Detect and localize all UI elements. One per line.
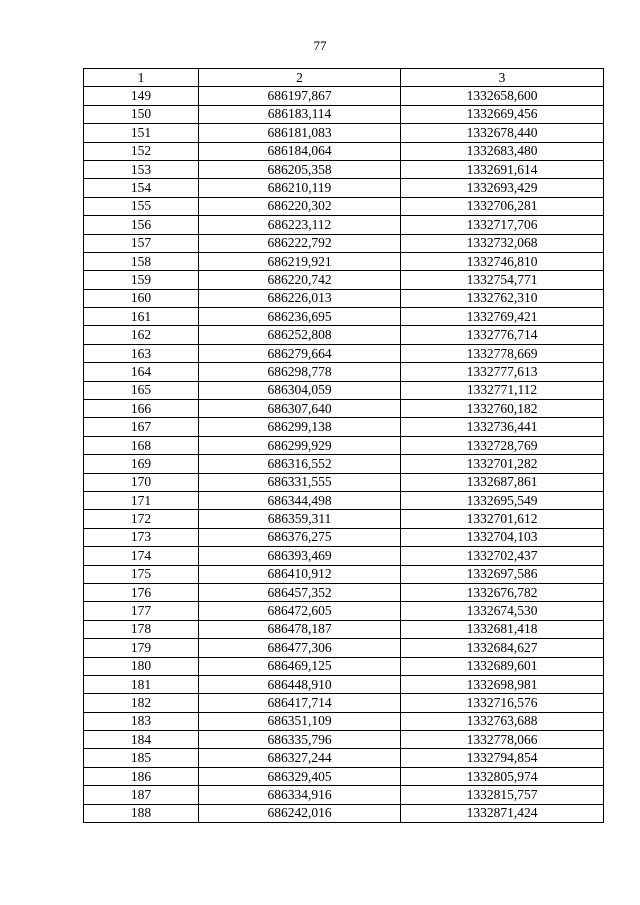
table-row	[84, 749, 604, 767]
table-row	[84, 528, 604, 546]
x-coordinate-cell: 686457,352	[199, 583, 401, 601]
y-coordinate-cell: 1332674,530	[401, 602, 604, 620]
table-row	[84, 252, 604, 270]
y-coordinate-cell: 1332778,669	[401, 344, 604, 362]
y-coordinate-cell: 1332778,066	[401, 731, 604, 749]
y-coordinate-cell: 1332746,810	[401, 252, 604, 270]
y-coordinate-cell: 1332732,068	[401, 234, 604, 252]
x-coordinate-cell: 686334,916	[199, 786, 401, 804]
point-number-cell: 168	[84, 436, 199, 454]
table-row	[84, 731, 604, 749]
table-row	[84, 271, 604, 289]
y-coordinate-cell: 1332794,854	[401, 749, 604, 767]
y-coordinate-cell: 1332716,576	[401, 694, 604, 712]
x-coordinate-cell: 686331,555	[199, 473, 401, 491]
point-number-cell: 171	[84, 491, 199, 509]
y-coordinate-cell: 1332728,769	[401, 436, 604, 454]
y-coordinate-cell: 1332681,418	[401, 620, 604, 638]
x-coordinate-cell: 686448,910	[199, 675, 401, 693]
point-number-cell: 161	[84, 308, 199, 326]
point-number-cell: 187	[84, 786, 199, 804]
x-coordinate-cell: 686376,275	[199, 528, 401, 546]
table-row	[84, 565, 604, 583]
y-coordinate-cell: 1332777,613	[401, 363, 604, 381]
point-number-cell: 152	[84, 142, 199, 160]
y-coordinate-cell: 1332771,112	[401, 381, 604, 399]
x-coordinate-cell: 686279,664	[199, 344, 401, 362]
x-coordinate-cell: 686335,796	[199, 731, 401, 749]
table-row	[84, 289, 604, 307]
point-number-cell: 156	[84, 216, 199, 234]
x-coordinate-cell: 686197,867	[199, 87, 401, 105]
point-number-cell: 150	[84, 105, 199, 123]
point-number-cell: 174	[84, 547, 199, 565]
table-row	[84, 124, 604, 142]
table-row	[84, 639, 604, 657]
point-number-cell: 162	[84, 326, 199, 344]
table-row	[84, 381, 604, 399]
point-number-cell: 149	[84, 87, 199, 105]
table-row	[84, 344, 604, 362]
column-header-1: 1	[84, 69, 199, 87]
table-row	[84, 308, 604, 326]
x-coordinate-cell: 686223,112	[199, 216, 401, 234]
table-row	[84, 491, 604, 509]
table-row	[84, 455, 604, 473]
table-row	[84, 87, 604, 105]
x-coordinate-cell: 686327,244	[199, 749, 401, 767]
table-row	[84, 105, 604, 123]
table-row	[84, 418, 604, 436]
table-row	[84, 142, 604, 160]
table-row	[84, 510, 604, 528]
point-number-cell: 158	[84, 252, 199, 270]
point-number-cell: 166	[84, 400, 199, 418]
point-number-cell: 182	[84, 694, 199, 712]
point-number-cell: 179	[84, 639, 199, 657]
x-coordinate-cell: 686393,469	[199, 547, 401, 565]
y-coordinate-cell: 1332678,440	[401, 124, 604, 142]
table-header-row	[84, 69, 604, 87]
column-header-2: 2	[199, 69, 401, 87]
x-coordinate-cell: 686205,358	[199, 160, 401, 178]
x-coordinate-cell: 686220,302	[199, 197, 401, 215]
table-row	[84, 694, 604, 712]
point-number-cell: 167	[84, 418, 199, 436]
x-coordinate-cell: 686478,187	[199, 620, 401, 638]
y-coordinate-cell: 1332769,421	[401, 308, 604, 326]
page-number: 77	[313, 38, 327, 53]
x-coordinate-cell: 686222,792	[199, 234, 401, 252]
table-row	[84, 363, 604, 381]
point-number-cell: 186	[84, 767, 199, 785]
x-coordinate-cell: 686299,929	[199, 436, 401, 454]
y-coordinate-cell: 1332776,714	[401, 326, 604, 344]
table-row	[84, 160, 604, 178]
point-number-cell: 177	[84, 602, 199, 620]
table-row	[84, 657, 604, 675]
y-coordinate-cell: 1332704,103	[401, 528, 604, 546]
point-number-cell: 159	[84, 271, 199, 289]
table-row	[84, 583, 604, 601]
point-number-cell: 160	[84, 289, 199, 307]
table-row	[84, 473, 604, 491]
table-row	[84, 602, 604, 620]
y-coordinate-cell: 1332676,782	[401, 583, 604, 601]
y-coordinate-cell: 1332760,182	[401, 400, 604, 418]
table-row	[84, 326, 604, 344]
point-number-cell: 181	[84, 675, 199, 693]
y-coordinate-cell: 1332684,627	[401, 639, 604, 657]
table-row	[84, 712, 604, 730]
y-coordinate-cell: 1332805,974	[401, 767, 604, 785]
x-coordinate-cell: 686351,109	[199, 712, 401, 730]
point-number-cell: 180	[84, 657, 199, 675]
table-row	[84, 216, 604, 234]
point-number-cell: 176	[84, 583, 199, 601]
table-row	[84, 436, 604, 454]
point-number-cell: 164	[84, 363, 199, 381]
point-number-cell: 151	[84, 124, 199, 142]
point-number-cell: 170	[84, 473, 199, 491]
y-coordinate-cell: 1332691,614	[401, 160, 604, 178]
table-row	[84, 767, 604, 785]
x-coordinate-cell: 686299,138	[199, 418, 401, 436]
y-coordinate-cell: 1332754,771	[401, 271, 604, 289]
point-number-cell: 153	[84, 160, 199, 178]
point-number-cell: 183	[84, 712, 199, 730]
x-coordinate-cell: 686304,059	[199, 381, 401, 399]
y-coordinate-cell: 1332689,601	[401, 657, 604, 675]
x-coordinate-cell: 686220,742	[199, 271, 401, 289]
y-coordinate-cell: 1332763,688	[401, 712, 604, 730]
x-coordinate-cell: 686236,695	[199, 308, 401, 326]
table-row	[84, 786, 604, 804]
table-row	[84, 197, 604, 215]
point-number-cell: 175	[84, 565, 199, 583]
x-coordinate-cell: 686226,013	[199, 289, 401, 307]
x-coordinate-cell: 686316,552	[199, 455, 401, 473]
y-coordinate-cell: 1332815,757	[401, 786, 604, 804]
point-number-cell: 188	[84, 804, 199, 822]
table-row	[84, 547, 604, 565]
x-coordinate-cell: 686410,912	[199, 565, 401, 583]
x-coordinate-cell: 686472,605	[199, 602, 401, 620]
x-coordinate-cell: 686344,498	[199, 491, 401, 509]
table-row	[84, 620, 604, 638]
y-coordinate-cell: 1332669,456	[401, 105, 604, 123]
point-number-cell: 165	[84, 381, 199, 399]
y-coordinate-cell: 1332698,981	[401, 675, 604, 693]
y-coordinate-cell: 1332695,549	[401, 491, 604, 509]
y-coordinate-cell: 1332683,480	[401, 142, 604, 160]
x-coordinate-cell: 686252,808	[199, 326, 401, 344]
table-row	[84, 179, 604, 197]
x-coordinate-cell: 686210,119	[199, 179, 401, 197]
table-row	[84, 675, 604, 693]
y-coordinate-cell: 1332701,282	[401, 455, 604, 473]
x-coordinate-cell: 686329,405	[199, 767, 401, 785]
x-coordinate-cell: 686219,921	[199, 252, 401, 270]
y-coordinate-cell: 1332687,861	[401, 473, 604, 491]
x-coordinate-cell: 686307,640	[199, 400, 401, 418]
y-coordinate-cell: 1332693,429	[401, 179, 604, 197]
x-coordinate-cell: 686184,064	[199, 142, 401, 160]
x-coordinate-cell: 686183,114	[199, 105, 401, 123]
x-coordinate-cell: 686181,083	[199, 124, 401, 142]
point-number-cell: 154	[84, 179, 199, 197]
point-number-cell: 178	[84, 620, 199, 638]
x-coordinate-cell: 686242,016	[199, 804, 401, 822]
y-coordinate-cell: 1332762,310	[401, 289, 604, 307]
x-coordinate-cell: 686359,311	[199, 510, 401, 528]
y-coordinate-cell: 1332717,706	[401, 216, 604, 234]
point-number-cell: 163	[84, 344, 199, 362]
coordinates-table	[83, 68, 604, 823]
point-number-cell: 169	[84, 455, 199, 473]
y-coordinate-cell: 1332702,437	[401, 547, 604, 565]
point-number-cell: 185	[84, 749, 199, 767]
column-header-3: 3	[401, 69, 604, 87]
y-coordinate-cell: 1332701,612	[401, 510, 604, 528]
x-coordinate-cell: 686298,778	[199, 363, 401, 381]
y-coordinate-cell: 1332871,424	[401, 804, 604, 822]
y-coordinate-cell: 1332697,586	[401, 565, 604, 583]
table-row	[84, 234, 604, 252]
y-coordinate-cell: 1332658,600	[401, 87, 604, 105]
y-coordinate-cell: 1332706,281	[401, 197, 604, 215]
y-coordinate-cell: 1332736,441	[401, 418, 604, 436]
x-coordinate-cell: 686469,125	[199, 657, 401, 675]
x-coordinate-cell: 686417,714	[199, 694, 401, 712]
point-number-cell: 155	[84, 197, 199, 215]
point-number-cell: 172	[84, 510, 199, 528]
table-row	[84, 804, 604, 822]
point-number-cell: 173	[84, 528, 199, 546]
table-row	[84, 400, 604, 418]
x-coordinate-cell: 686477,306	[199, 639, 401, 657]
point-number-cell: 184	[84, 731, 199, 749]
point-number-cell: 157	[84, 234, 199, 252]
